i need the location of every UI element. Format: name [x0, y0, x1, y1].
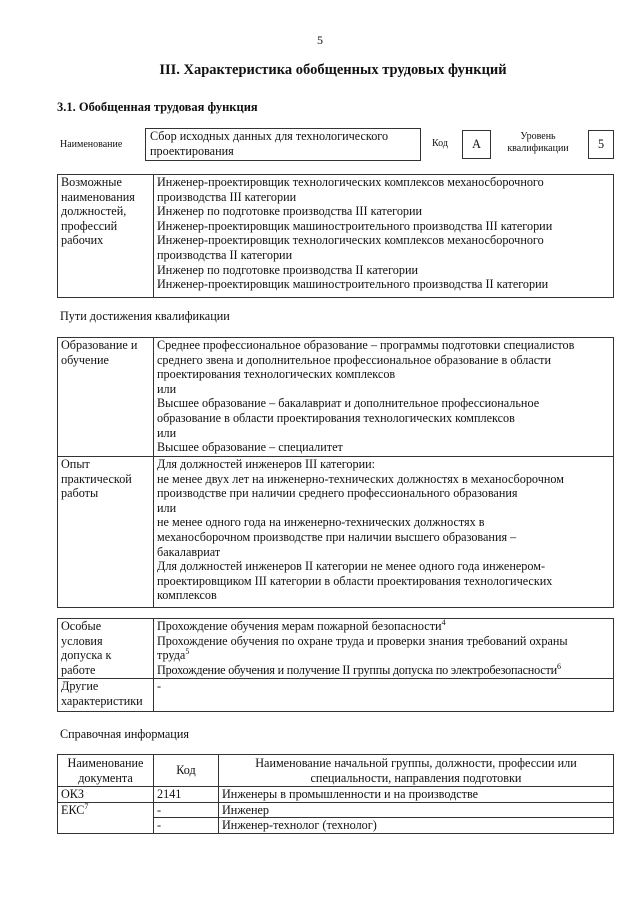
function-code-value: А: [462, 130, 491, 159]
conditions-label: [58, 619, 154, 679]
experience-label: [58, 457, 154, 608]
label-line: наименования: [61, 189, 135, 204]
label-line: практической: [61, 471, 132, 486]
code-cell: 2141: [154, 787, 219, 803]
positions-label: [58, 175, 154, 298]
condition-line: [157, 619, 610, 634]
reference-table: [57, 754, 614, 834]
label-line: работе: [61, 662, 96, 677]
header-code: Код: [154, 755, 219, 787]
education-line: проектирования технологических комплексов: [157, 367, 396, 382]
label-line: профессий: [61, 218, 118, 233]
education-line: Среднее профессиональное образование – программы подготовки специалистов: [157, 338, 575, 352]
positions-table: [57, 174, 614, 298]
label-line: Другие: [61, 679, 99, 693]
paths-heading: Пути достижения квалификации: [60, 309, 230, 323]
table-row: [58, 787, 614, 803]
education-line: Высшее образование – специалитет: [157, 440, 343, 455]
position-line: Инженер-проектировщик машиностроительного производства III категории: [157, 218, 553, 233]
position-line: производства II категории: [157, 247, 293, 262]
label-line: характеристики: [61, 693, 143, 708]
position-line: Инженер по подготовке производства II категории: [157, 262, 419, 277]
page-number: 5: [317, 33, 323, 47]
condition-line: Прохождение обучения по охране труда и проверки знания требований охраны: [157, 633, 568, 648]
doc-cell: ОКЗ: [58, 787, 154, 803]
qualification-paths-table: [57, 337, 614, 608]
position-line: Инженер-проектировщик технологических комплексов механосборочного: [157, 233, 544, 248]
experience-line: механосборочном производстве при наличии высшего образования –: [157, 529, 517, 544]
education-line: среднего звена и дополнительное профессиональное образование в области: [157, 352, 551, 367]
experience-line: не менее одного года на инженерно-технических должностях в: [157, 515, 485, 530]
footnote-ref: 5: [185, 647, 190, 657]
condition-text: Прохождение обучения мерам пожарной безопасности: [157, 619, 442, 633]
doc-cell: [58, 802, 154, 833]
experience-value: [154, 457, 614, 608]
label-line: рабочих: [61, 233, 104, 248]
label-line: допуска к: [61, 648, 112, 663]
positions-list: [154, 175, 614, 298]
level-label-line: Уровень: [520, 131, 556, 142]
position-line: Инженер-проектировщик машиностроительного производства II категории: [157, 277, 549, 292]
page-title: III. Характеристика обобщенных трудовых функций: [159, 62, 507, 78]
experience-line: бакалавриат: [157, 544, 221, 559]
label-line: Особые: [61, 619, 102, 633]
condition-text: труда: [157, 648, 186, 663]
label-line: условия: [61, 633, 103, 648]
experience-line: производстве при наличии среднего профессионального образования: [157, 486, 518, 501]
code-label: Код: [432, 138, 448, 149]
name-label: Наименование: [60, 139, 123, 150]
code-cell: -: [154, 818, 219, 834]
other-label: [58, 679, 154, 712]
name-cell: Инженер: [219, 802, 614, 818]
experience-line: не менее двух лет на инженерно-технических должностях в механосборочном: [157, 471, 564, 486]
level-value: 5: [588, 130, 614, 159]
label-line: должностей,: [61, 204, 127, 219]
doc-text: ЕКС: [61, 802, 85, 817]
footnote-ref: 7: [84, 801, 89, 811]
experience-line: комплексов: [157, 588, 217, 603]
level-label: [500, 131, 576, 155]
condition-line: [157, 663, 610, 678]
experience-line: Для должностей инженеров II категории не менее одного года инженером-: [157, 559, 546, 574]
name-cell: Инженеры в промышленности и на производстве: [219, 787, 614, 803]
label-line: Опыт: [61, 457, 90, 471]
position-line: Инженер по подготовке производства III категории: [157, 204, 423, 219]
experience-line: проектировщиком III категории в области проектирования технологических: [157, 573, 553, 588]
function-name-value: Сбор исходных данных для технологического проектирования: [145, 128, 421, 161]
conditions-value: [154, 619, 614, 679]
education-label: [58, 338, 154, 457]
table-row: [58, 802, 614, 818]
education-line: образование в области проектирования технологических комплексов: [157, 410, 515, 425]
experience-line: Для должностей инженеров III категории:: [157, 457, 376, 471]
education-line: или: [157, 425, 177, 440]
name-cell: Инженер-технолог (технолог): [219, 818, 614, 834]
condition-text: Прохождение обучения и получение II группы допуска по электробезопасности: [157, 662, 557, 677]
header-document: Наименование документа: [58, 755, 154, 787]
label-line: Образование и: [61, 338, 138, 352]
label-line: Возможные: [61, 175, 122, 189]
education-line: или: [157, 381, 177, 396]
reference-heading: Справочная информация: [60, 727, 189, 741]
footnote-ref: 4: [441, 617, 446, 627]
header-name: Наименование начальной группы, должности, профессии или специальности, направления подготовки: [219, 755, 614, 787]
other-value: -: [154, 679, 614, 712]
level-label-line: квалификации: [507, 143, 569, 154]
experience-line: или: [157, 500, 177, 515]
footnote-ref: 6: [556, 661, 561, 671]
condition-line: [157, 648, 610, 663]
conditions-table: [57, 618, 614, 712]
position-line: Инженер-проектировщик технологических комплексов механосборочного: [157, 175, 544, 189]
label-line: работы: [61, 486, 99, 501]
position-line: производства III категории: [157, 189, 297, 204]
education-line: Высшее образование – бакалавриат и дополнительное профессиональное: [157, 396, 540, 411]
code-cell: -: [154, 802, 219, 818]
education-value: [154, 338, 614, 457]
label-line: обучение: [61, 352, 109, 367]
section-subtitle: 3.1. Обобщенная трудовая функция: [57, 100, 258, 114]
